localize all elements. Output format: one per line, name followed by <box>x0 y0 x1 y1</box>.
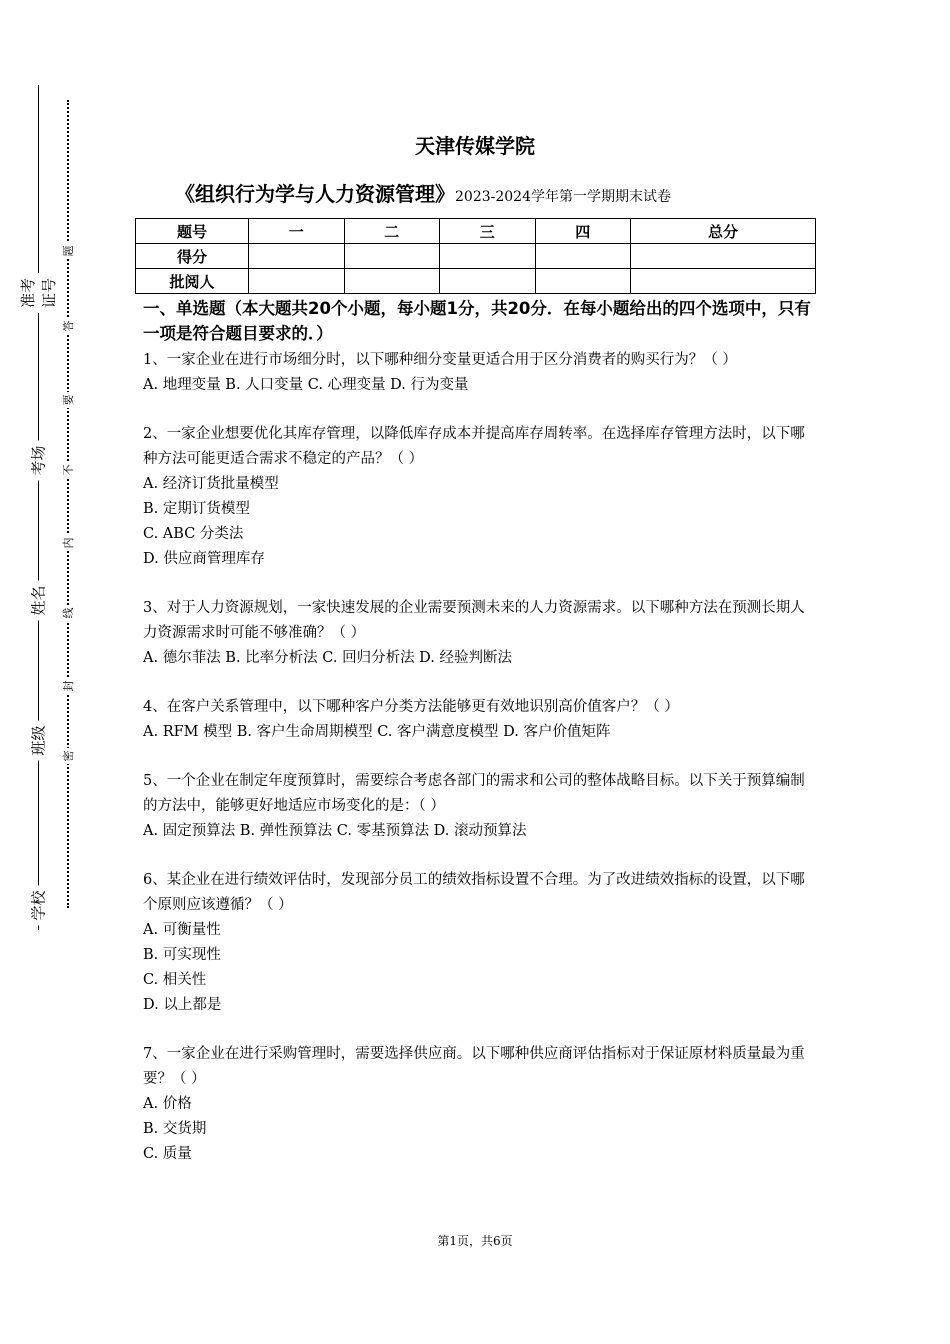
seal-char: 答 <box>60 318 76 334</box>
score-cell[interactable] <box>249 244 345 269</box>
option-d: D. 以上都是 <box>143 997 222 1013</box>
score-cell[interactable] <box>535 244 631 269</box>
reviewer-cell[interactable] <box>249 269 345 294</box>
question-3 <box>143 596 813 671</box>
question-text: 3、对于人力资源规划，一家快速发展的企业需要预测未来的人力资源需求。以下哪种方法在预测长期人力资源需求时可能不够准确？（ ） <box>143 600 805 641</box>
question-text: 4、在客户关系管理中，以下哪种客户分类方法能够更有效地识别高价值客户？（ ） <box>143 699 679 715</box>
seal-char: 要 <box>60 392 76 408</box>
question-7 <box>143 1042 813 1167</box>
option-b: B. 可实现性 <box>143 947 221 963</box>
option-a: A. 经济订货批量模型 <box>143 476 279 492</box>
seal-char: 题 <box>60 243 76 259</box>
option-d: D. 供应商管理库存 <box>143 551 265 567</box>
reviewer-cell[interactable] <box>440 269 536 294</box>
seal-char: 不 <box>60 462 76 478</box>
seal-char: 线 <box>60 605 76 621</box>
reviewer-cell[interactable] <box>535 269 631 294</box>
question-options: A. 德尔菲法 B. 比率分析法 C. 回归分析法 D. 经验判断法 <box>143 650 513 666</box>
question-options: A. 地理变量 B. 人口变量 C. 心理变量 D. 行为变量 <box>143 377 469 393</box>
question-1 <box>143 348 813 398</box>
school-label: 学校 <box>28 886 49 926</box>
question-text: 6、某企业在进行绩效评估时，发现部分员工的绩效指标设置不合理。为了改进绩效指标的设置，以下哪个原则应该遵循？（ ） <box>143 872 805 913</box>
question-2 <box>143 422 813 572</box>
question-4 <box>143 695 813 745</box>
binding-line <box>38 85 39 930</box>
option-c: C. ABC 分类法 <box>143 526 244 542</box>
seal-char: 封 <box>60 678 76 694</box>
reviewer-row-label: 批阅人 <box>136 269 249 294</box>
score-cell[interactable] <box>631 244 816 269</box>
column-header: 三 <box>440 219 536 244</box>
question-text: 2、一家企业想要优化其库存管理，以降低库存成本并提高库存周转率。在选择库存管理方法时，以下哪种方法可能更适合需求不稳定的产品？（ ） <box>143 426 805 467</box>
seal-char: 密 <box>60 748 76 764</box>
column-header: 总分 <box>631 219 816 244</box>
column-header: 一 <box>249 219 345 244</box>
exam-content <box>143 296 813 1191</box>
name-label: 姓名 <box>28 581 49 621</box>
score-table <box>135 218 816 294</box>
option-b: B. 交货期 <box>143 1121 207 1137</box>
exam-number-label: 准考证号 <box>17 273 59 313</box>
reviewer-row <box>136 269 816 294</box>
question-text: 5、一个企业在制定年度预算时，需要综合考虑各部门的需求和公司的整体战略目标。以下关于预算编制的方法中，能够更好地适应市场变化的是：（ ） <box>143 773 805 814</box>
exam-title <box>175 178 935 207</box>
question-options: A. 固定预算法 B. 弹性预算法 C. 零基预算法 D. 滚动预算法 <box>143 823 527 839</box>
column-header: 二 <box>344 219 440 244</box>
column-header: 四 <box>535 219 631 244</box>
score-row <box>136 244 816 269</box>
question-options: A. RFM 模型 B. 客户生命周期模型 C. 客户满意度模型 D. 客户价值矩阵 <box>143 724 611 740</box>
class-label: 班级 <box>28 721 49 761</box>
term-label: 2023-2024学年第一学期期末试卷 <box>455 189 671 205</box>
reviewer-cell[interactable] <box>344 269 440 294</box>
score-row-label: 得分 <box>136 244 249 269</box>
seal-dotted-line <box>67 100 69 908</box>
question-text: 7、一家企业在进行采购管理时，需要选择供应商。以下哪种供应商评估指标对于保证原材料质量最为重要？（ ） <box>143 1046 805 1087</box>
section-heading: 一、单选题（本大题共20个小题，每小题1分，共20分．在每小题给出的四个选项中，只有一项是符合题目要求的．） <box>143 299 811 343</box>
question-6 <box>143 868 813 1018</box>
option-a: A. 价格 <box>143 1096 192 1112</box>
question-5 <box>143 769 813 844</box>
option-a: A. 可衡量性 <box>143 922 221 938</box>
reviewer-cell[interactable] <box>631 269 816 294</box>
page-footer: 第1页，共6页 <box>437 1234 513 1248</box>
option-c: C. 质量 <box>143 1146 192 1162</box>
question-number-header: 题号 <box>136 219 249 244</box>
score-cell[interactable] <box>440 244 536 269</box>
option-b: B. 定期订货模型 <box>143 501 250 517</box>
score-cell[interactable] <box>344 244 440 269</box>
question-text: 1、一家企业在进行市场细分时，以下哪种细分变量更适合用于区分消费者的购买行为？（ ） <box>143 352 737 368</box>
seal-char: 内 <box>60 535 76 551</box>
exam-room-label: 考场 <box>28 441 49 481</box>
school-title: 天津传媒学院 <box>415 134 535 158</box>
binding-margin <box>0 0 120 1344</box>
score-table-header-row <box>136 219 816 244</box>
option-c: C. 相关性 <box>143 972 207 988</box>
course-title: 《组织行为学与人力资源管理》 <box>175 182 455 206</box>
